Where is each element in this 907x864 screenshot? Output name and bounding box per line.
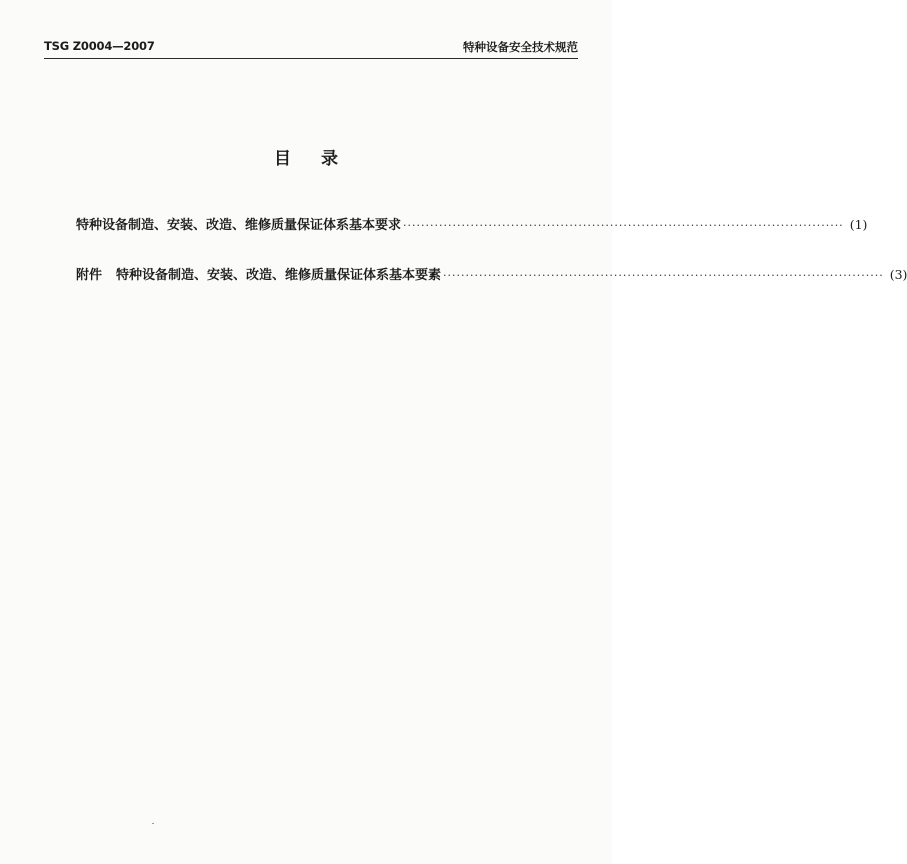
- page-header: [44, 36, 578, 58]
- toc-entry-text: 特种设备制造、安装、改造、维修质量保证体系基本要求: [76, 218, 402, 233]
- toc-entry[interactable]: [76, 264, 907, 286]
- toc-entry-text: 特种设备制造、安装、改造、维修质量保证体系基本要素: [116, 268, 442, 283]
- standard-code: TSG Z0004—2007: [44, 39, 155, 53]
- toc-list: [76, 214, 907, 314]
- toc-page-number: (1): [849, 217, 868, 232]
- header-divider: [44, 58, 578, 59]
- toc-page-number: (3): [889, 267, 907, 282]
- toc-dot-leader: ··································································································: [403, 219, 844, 232]
- toc-title: 目录: [274, 149, 368, 169]
- toc-entry[interactable]: [76, 214, 868, 236]
- scan-speck: [152, 823, 154, 824]
- toc-entry-prefix: 附件: [76, 268, 103, 283]
- toc-dot-leader: ··································································································: [443, 269, 884, 282]
- series-title: 特种设备安全技术规范: [463, 40, 578, 54]
